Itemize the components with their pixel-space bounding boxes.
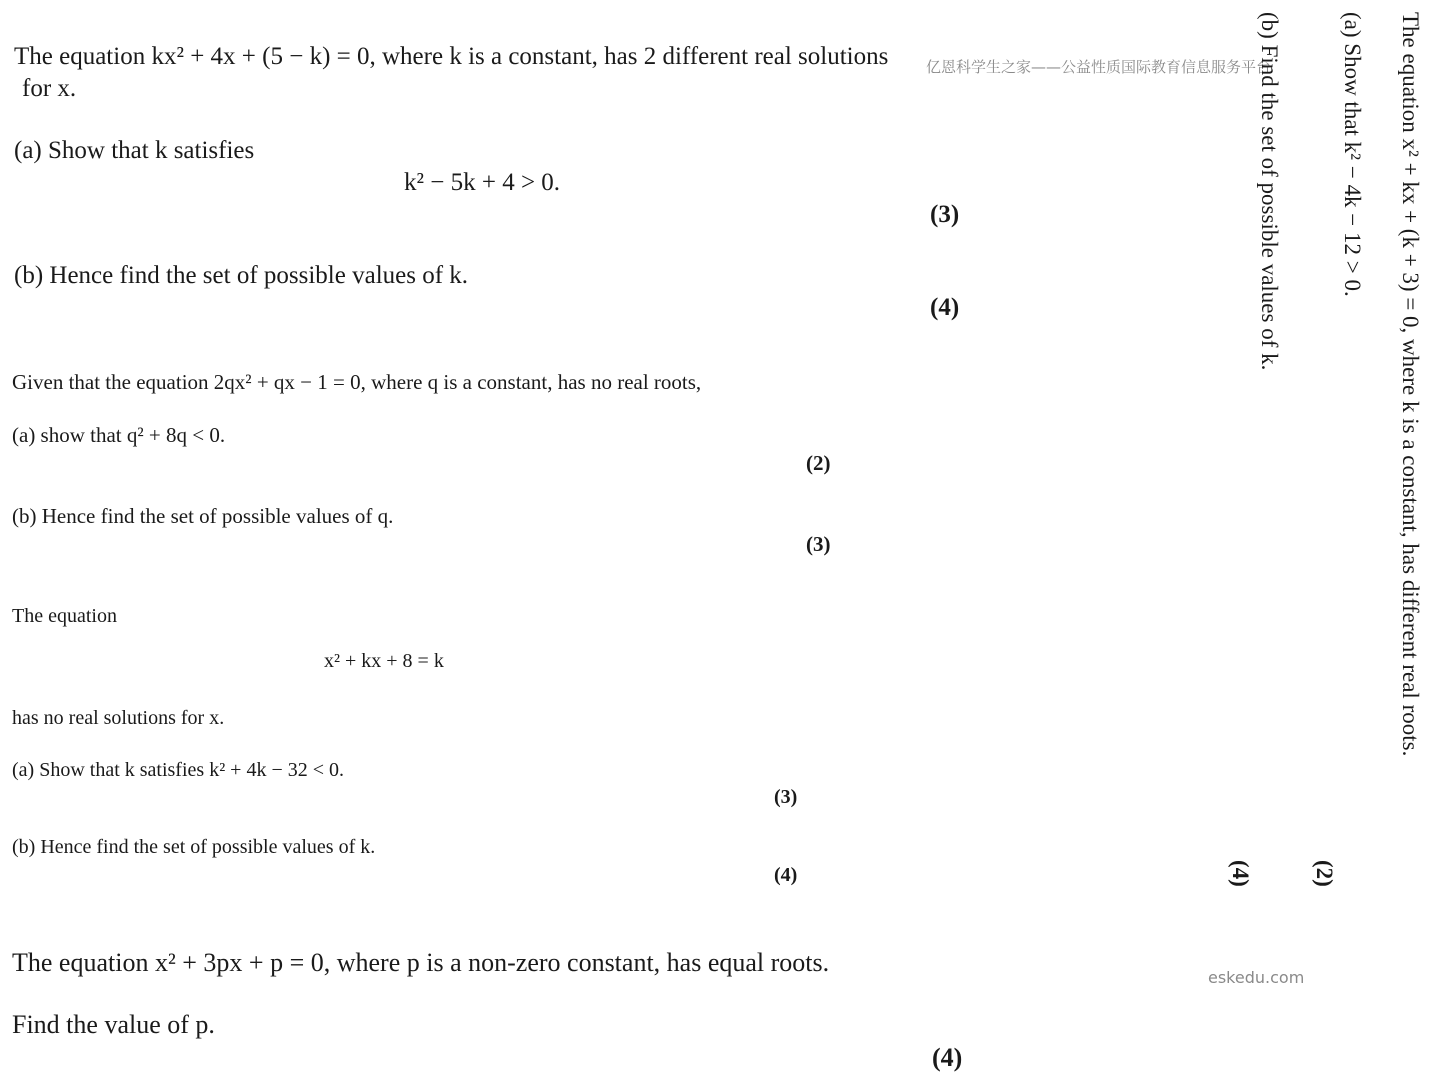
q3-mark-a: (3) [774, 786, 798, 808]
q1-mark-a: (3) [930, 201, 960, 228]
q2-mark-a: (2) [806, 451, 831, 475]
q1-part-a: (a) Show that k satisfies [14, 137, 255, 164]
q4-mark: (4) [932, 1043, 963, 1072]
q5-intro-rotated: The equation x² + kx + (k + 3) = 0, where k is a constant, has different real roots. [1398, 12, 1423, 757]
q3-mark-b: (4) [774, 864, 798, 886]
q4-line1: The equation x² + 3px + p = 0, where p is a non-zero constant, has equal roots. [12, 948, 830, 977]
q5-mark-a-rotated: (2) [1312, 860, 1337, 887]
q5-part-a-rotated: (a) Show that k² − 4k − 12 > 0. [1340, 12, 1365, 297]
q3-intro: The equation [12, 605, 117, 627]
q3-equation: x² + kx + 8 = k [324, 650, 444, 672]
q3-part-b: (b) Hence find the set of possible values of k. [12, 836, 376, 858]
q2-part-a: (a) show that q² + 8q < 0. [12, 423, 226, 447]
q4-line2: Find the value of p. [12, 1010, 215, 1039]
q1-inequality: k² − 5k + 4 > 0. [404, 169, 561, 196]
q5-part-b-rotated: (b) Find the set of possible values of k. [1257, 12, 1282, 371]
q2-part-b: (b) Hence find the set of possible values of q. [12, 504, 394, 528]
q1-part-b: (b) Hence find the set of possible values of k. [14, 262, 469, 289]
q1-intro-line1: The equation kx² + 4x + (5 − k) = 0, where k is a constant, has 2 different real solutions [14, 43, 889, 70]
watermark-bottom: eskedu.com [1208, 968, 1305, 987]
q3-part-a: (a) Show that k satisfies k² + 4k − 32 < 0. [12, 759, 345, 781]
q1-mark-b: (4) [930, 294, 960, 321]
q2-intro: Given that the equation 2qx² + qx − 1 = 0, where q is a constant, has no real roots, [12, 370, 702, 394]
q1-intro-line2: for x. [22, 75, 77, 102]
q3-condition: has no real solutions for x. [12, 707, 225, 729]
q2-mark-b: (3) [806, 532, 831, 556]
watermark-top: 亿恩科学生之家——公益性质国际教育信息服务平台 [926, 58, 1272, 76]
q5-mark-b-rotated: (4) [1228, 860, 1253, 887]
